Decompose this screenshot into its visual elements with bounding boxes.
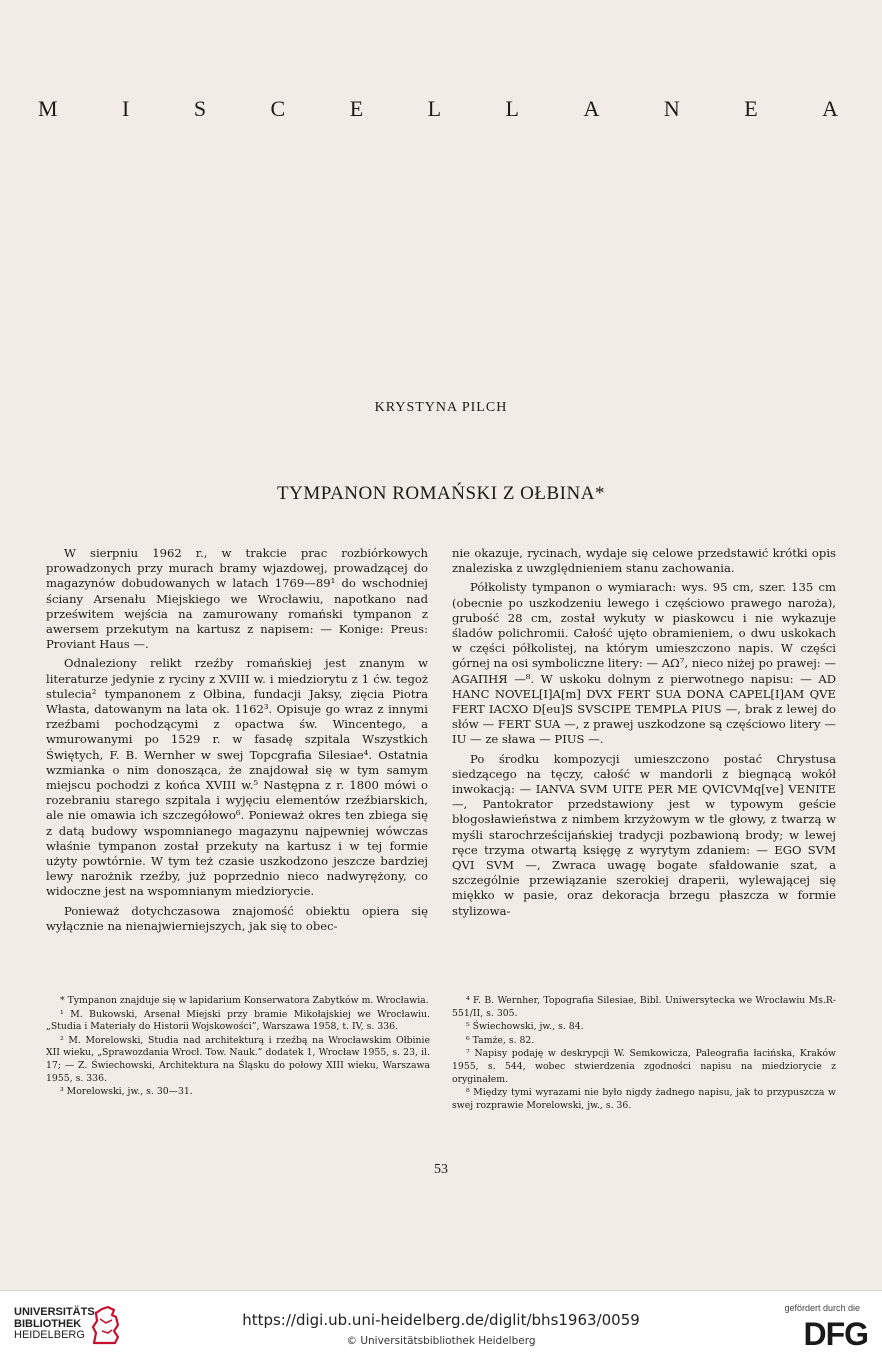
footnote: ³ Morelowski, jw., s. 30—31. [60, 1086, 193, 1098]
page-number: 53 [434, 1162, 448, 1177]
body-column-right [452, 546, 836, 919]
paragraph: Po środku kompozycji umieszczono postać Chrystusa siedzącego na tęczy, całość w mandorli z biegnącą wokół inwokacją: — IANVA SVM UITE PER ME QVICVMq[ve] VENITE —, Pantokrator przedstawiony jest w typowym geście błogosławieństwa z nimbem krzyżowym w tle głowy, z twarzą w myśli starochrześcijańskiej tradycji pozbawioną brody; w lewej ręce trzyma otwartą księgę z wyrytym zdaniem: — EGO SVM QVI SVM —, Zwraca uwagę bogate sfałdowanie szat, a szczególnie przewiązanie szerokiej draperii, wylewającej się miękko w pasie, oraz dekoracja brzegu płaszcza w formie stylizowa- [452, 751, 836, 918]
library-logo-line: UNIVERSITÄTS- [14, 1306, 99, 1318]
header-letter: S [193, 96, 207, 121]
running-header [38, 96, 838, 122]
funder-label: gefördert durch die [784, 1303, 860, 1313]
paragraph: Ponieważ dotychczasowa znajomość obiektu opiera się wyłącznie na nienajwierniejszych, jak się to obec- [46, 903, 428, 933]
footnote: ⁷ Napisy podaję w deskrypcji W. Semkowicza, Paleografia łacińska, Kraków 1955, s. 544, wobec stwierdzenia zgodności napisu na miedziorycie z oryginałem. [452, 1048, 836, 1085]
footnote: ⁵ Świechowski, jw., s. 84. [466, 1021, 584, 1033]
footnotes-left [46, 995, 430, 1100]
permalink-link[interactable]: https://digi.ub.uni-heidelberg.de/diglit/bhs1963/0059 [242, 1311, 640, 1329]
header-letter: N [663, 96, 680, 121]
header-letter: A [822, 96, 838, 121]
header-letter: I [122, 96, 130, 121]
footnote: ² M. Morelowski, Studia nad architekturą i rzeźbą na Wrocławskim Ołbinie XII wieku, „Sprawozdania Wrocł. Tow. Nauk.” dodatek 1, Wrocław 1955, s. 23, il. 17; — Z. Świechowski, Architektura na Śląsku do połowy XIII wieku, Warszawa 1955, s. 336. [46, 1034, 430, 1084]
header-letter: M [38, 96, 58, 121]
copyright-notice: © Universitätsbibliothek Heidelberg [346, 1335, 536, 1347]
header-letter: C [270, 96, 286, 121]
footnote: ¹ M. Bukowski, Arsenał Miejski przy bramie Mikołajskiej we Wrocławiu. „Studia i Materiały do Historii Wojskowości”, Warszawa 1958, t. IV, s. 336. [46, 1008, 430, 1033]
footnote: ⁶ Tamże, s. 82. [466, 1034, 535, 1046]
library-logo-line: BIBLIOTHEK [14, 1317, 82, 1330]
header-letter: E [744, 96, 758, 121]
header-letter: A [583, 96, 600, 121]
header-letter: L [427, 96, 442, 121]
paragraph: Półkolisty tympanon o wymiarach: wys. 95 cm, szer. 135 cm (obecnie po uszkodzeniu lewego i częściowo prawego naroża), grubość 28 cm, został wykuty w piaskowcu i nie wykazuje śladów polichromii. Całość ujęto obramieniem, o dwu uskokach w części półkolistej, na którym umieszczono napis. W części górnej na osi symboliczne litery: — AΩ⁷, nieco niżej po prawej: — AGAПHЯ —⁸. W uskoku dolnym z pierwotnego napisu: — AD HANC NOVEL[I]A[m] DVX FERT SUA DONA CAPEL[I]AM QVE FERT IACXO D[eu]S SVSCIPE TEMPLA PIUS —, brak z lewej do słów — FERT SUA —, z prawej uszkodzone są częściowo litery — IU — ze sława — PIUS —. [452, 580, 836, 747]
header-letter: L [505, 96, 519, 121]
header-letter: E [349, 96, 364, 121]
footnotes-right [452, 995, 836, 1113]
body-column-left [46, 546, 428, 934]
library-logo-line: HEIDELBERG [14, 1329, 85, 1341]
article-author: KRYSTYNA PILCH [374, 400, 508, 415]
footnote: ⁴ F. B. Wernher, Topografia Silesiae, Bibl. Uniwersytecka we Wrocławiu Ms.R-551/II, s. 305. [452, 995, 836, 1019]
paragraph: Odnaleziony relikt rzeźby romańskiej jest znanym w literaturze jedynie z ryciny z XVIII w. i miedziorytu z 1 ćw. tegoż stulecia² tympanonem z Ołbina, fundacji Jaksy, zięcia Piotra Własta, datowanym na lata ok. 1162³. Opisuje go wraz z innymi rzeźbami pochodzącymi z opactwa św. Wincentego, a wmurowanymi po 1529 r. w fasadę szpitala Wszystkich Świętych, F. B. Wernher w swej Topcgrafia Silesiae⁴. Ostatnia wzmianka o nim donosząca, że znajdował się w tym samym miejscu pochodzi z końca XVIII w.⁵ Następna z r. 1800 mówi o rozebraniu starego szpitala i wyjęciu elementów rzeźbiarskich, ale nie omawia ich szczegółowo⁶. Ponieważ okres ten zbiega się z datą budowy wspomnianego magazynu najpewniej wówczas właśnie tympanon został przekuty na kartusz i w tej formie użyty powtórnie. W tym też czasie uszkodzono jeszcze bardziej lewy narożnik rzeźby, już poprzednio nieco nadwyrężony, co widoczne jest na wspomnianym miedziorycie. [46, 656, 428, 899]
footnote: * Tympanon znajduje się w lapidarium Konserwatora Zabytków m. Wrocławia. [60, 995, 429, 1006]
viewer-footer [0, 1290, 882, 1359]
paragraph: nie okazuje, rycinach, wydaje się celowe przedstawić krótki opis znaleziska z uwzględnieniem stanu zachowania. [452, 546, 836, 576]
article-title: TYMPANON ROMAŃSKI Z OŁBINA* [277, 483, 605, 504]
paragraph: W sierpniu 1962 r., w trakcie prac rozbiórkowych prowadzonych przy murach bramy wjazdowej, prowadzącej do magazynów dobudowanych w latach 1769—89¹ do wschodniej ściany Arsenału Miejskiego we Wrocławiu, napotkano nad prześwitem wejścia na zamurowany romański tympanon z awersem przekutym na kartusz z napisem: — Konige: Preus: Proviant Haus —. [46, 546, 428, 652]
footnote: ⁸ Między tymi wyrazami nie było nigdy żadnego napisu, jak to przypuszcza w swej rozprawie Morelowski, jw., s. 36. [452, 1087, 836, 1111]
dfg-logo[interactable]: DFG [803, 1316, 868, 1352]
permalink[interactable] [0, 1311, 882, 1329]
